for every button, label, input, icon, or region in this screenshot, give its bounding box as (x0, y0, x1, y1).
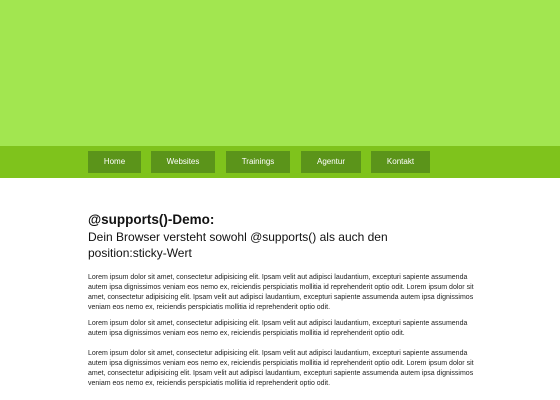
nav-item-home[interactable]: Home (88, 151, 141, 173)
nav-item-trainings[interactable]: Trainings (226, 151, 290, 173)
paragraph: Lorem ipsum dolor sit amet, consectetur adipisicing elit. Ipsam velit aut adipisci laudantium, excepturi sapiente assumenda autem ipsa dignissimos veniam eos nemo ex, reiciendis perspiciatis mollitia id reprehenderit optio odit. Lorem ipsum dolor sit amet, consectetur adipisicing elit. Ipsam velit aut adipisci laudantium, excepturi sapiente assumenda autem ipsa dignissimos veniam eos nemo ex, reiciendis perspiciatis mollitia id reprehenderit optio odit. (88, 274, 474, 311)
nav-item-websites[interactable]: Websites (151, 151, 215, 173)
page-title: @supports()-Demo: (88, 212, 215, 227)
main-navigation (0, 146, 560, 178)
page-subtitle: Dein Browser versteht sowohl @supports() als auch den position:sticky-Wert (88, 230, 388, 260)
paragraph: Lorem ipsum dolor sit amet, consectetur adipisicing elit. Ipsam velit aut adipisci laudantium, excepturi sapiente assumenda autem ipsa dignissimos veniam eos nemo ex, reiciendis perspiciatis mollitia id reprehenderit optio odit. Lorem ipsum dolor sit amet, consectetur adipisicing elit. Ipsam velit aut adipisci laudantium, excepturi sapiente assumenda autem ipsa dignissimos veniam eos nemo ex, reiciendis perspiciatis mollitia id reprehenderit optio odit. (88, 350, 474, 387)
hero-banner (0, 0, 560, 146)
nav-item-agentur[interactable]: Agentur (301, 151, 361, 173)
main-content (88, 212, 480, 389)
nav-item-kontakt[interactable]: Kontakt (371, 151, 430, 173)
paragraph: Lorem ipsum dolor sit amet, consectetur adipisicing elit. Ipsam velit aut adipisci laudantium, excepturi sapiente assumenda autem ipsa dignissimos veniam eos nemo ex, reiciendis perspiciatis mollitia id reprehenderit optio odit. (88, 320, 468, 337)
